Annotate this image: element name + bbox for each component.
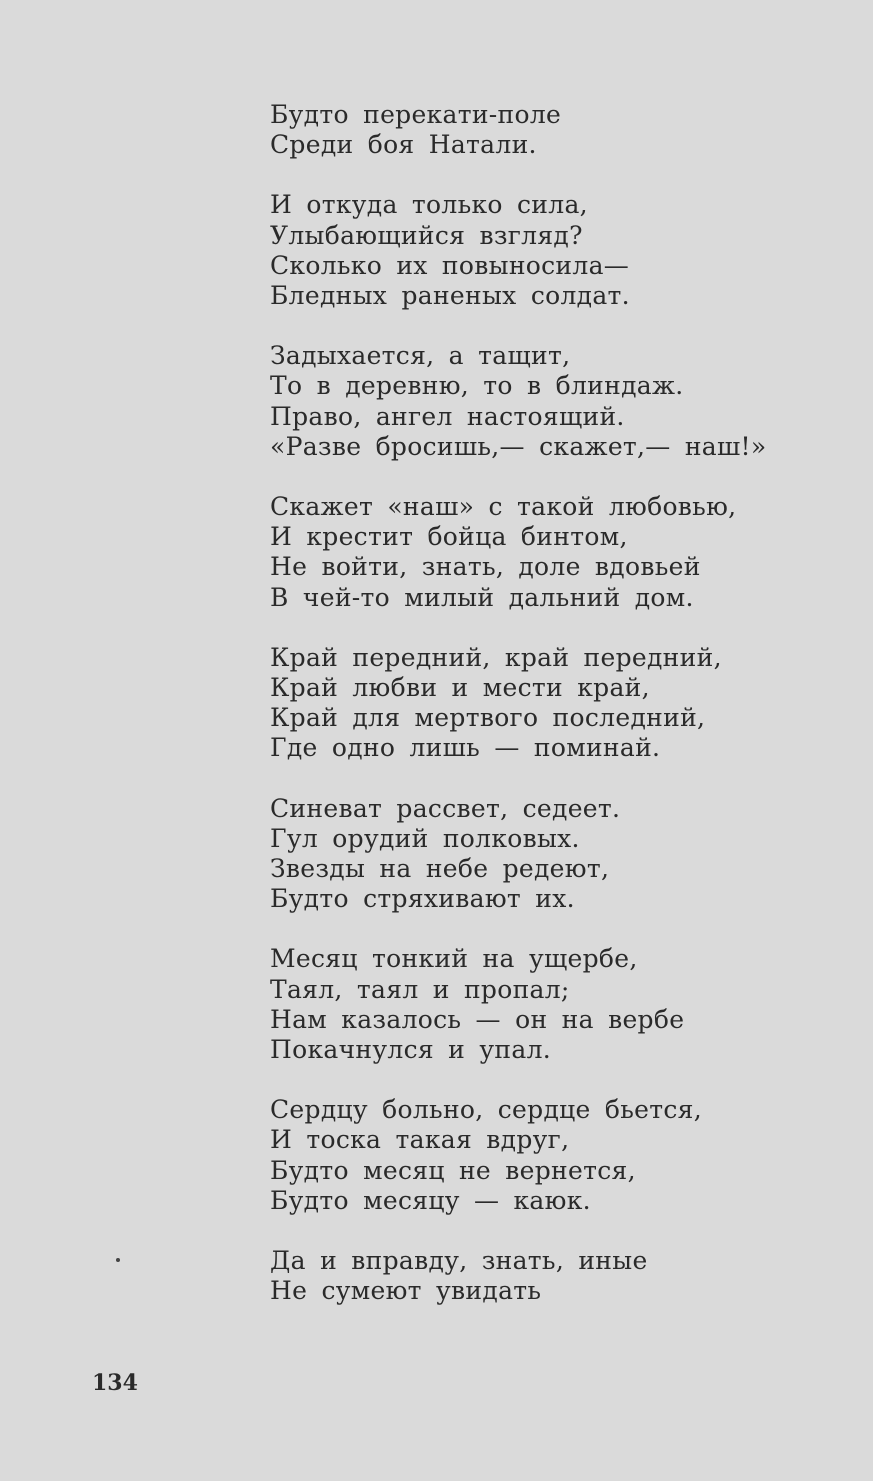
- poem-line: Гул орудий полковых.: [270, 823, 580, 853]
- poem-line: Сколько их повыносила—: [270, 250, 630, 280]
- stanza-8: [270, 1095, 830, 1216]
- poem-line: Звезды на небе редеют,: [270, 854, 610, 884]
- poem-line: Задыхается, а тащит,: [270, 341, 571, 371]
- poem-line: Будто перекати-поле: [270, 100, 562, 129]
- poem-line: В чей-то милый дальний дом.: [270, 582, 694, 612]
- poem-line: Край передний, край передний,: [270, 642, 722, 672]
- poem-line: Месяц тонкий на ущербе,: [270, 944, 638, 974]
- paper-speck: [116, 1258, 120, 1262]
- poem-line: Среди боя Натали.: [270, 130, 537, 160]
- stanza-9: [270, 1246, 830, 1306]
- poem-line: Нам казалось — он на вербе: [270, 1004, 685, 1034]
- stanza-2: [270, 190, 830, 311]
- stanza-1: [270, 100, 830, 160]
- poem-line: Да и вправду, знать, иные: [270, 1246, 648, 1276]
- poem-line: «Разве бросишь,— скажет,— наш!»: [270, 431, 767, 461]
- poem-line: Будто стряхивают их.: [270, 884, 575, 914]
- poem-line: Право, ангел настоящий.: [270, 401, 625, 431]
- poem-line: Покачнулся и упал.: [270, 1035, 551, 1065]
- poem-line: Край любви и мести край,: [270, 673, 650, 703]
- poem-line: Сердцу больно, сердце бьется,: [270, 1095, 702, 1125]
- poem-line: Не сумеют увидать: [270, 1276, 542, 1306]
- poem-line: И тоска такая вдруг,: [270, 1125, 570, 1155]
- poem-line: Где одно лишь — поминай.: [270, 733, 661, 763]
- poem-line: Будто месяц не вернется,: [270, 1155, 636, 1185]
- poem-line: Улыбающийся взгляд?: [270, 220, 583, 250]
- poem-line: Край для мертвого последний,: [270, 703, 706, 733]
- page-number: 134: [92, 1370, 138, 1396]
- stanza-3: [270, 341, 830, 462]
- stanza-6: [270, 794, 830, 915]
- poem-line: И откуда только сила,: [270, 190, 588, 220]
- poem-line: Бледных раненых солдат.: [270, 281, 630, 311]
- stanza-4: [270, 492, 830, 613]
- poem-line: То в деревню, то в блиндаж.: [270, 371, 684, 401]
- stanza-7: [270, 944, 830, 1065]
- poem-line: Не войти, знать, доле вдовьей: [270, 552, 701, 582]
- poem-line: Скажет «наш» с такой любовью,: [270, 492, 737, 522]
- poem-line: Синеват рассвет, седеет.: [270, 793, 621, 823]
- poem-text: [270, 100, 830, 1337]
- stanza-5: [270, 643, 830, 764]
- poem-line: Таял, таял и пропал;: [270, 974, 570, 1004]
- poem-line: Будто месяцу — каюк.: [270, 1185, 591, 1215]
- poem-line: И крестит бойца бинтом,: [270, 522, 628, 552]
